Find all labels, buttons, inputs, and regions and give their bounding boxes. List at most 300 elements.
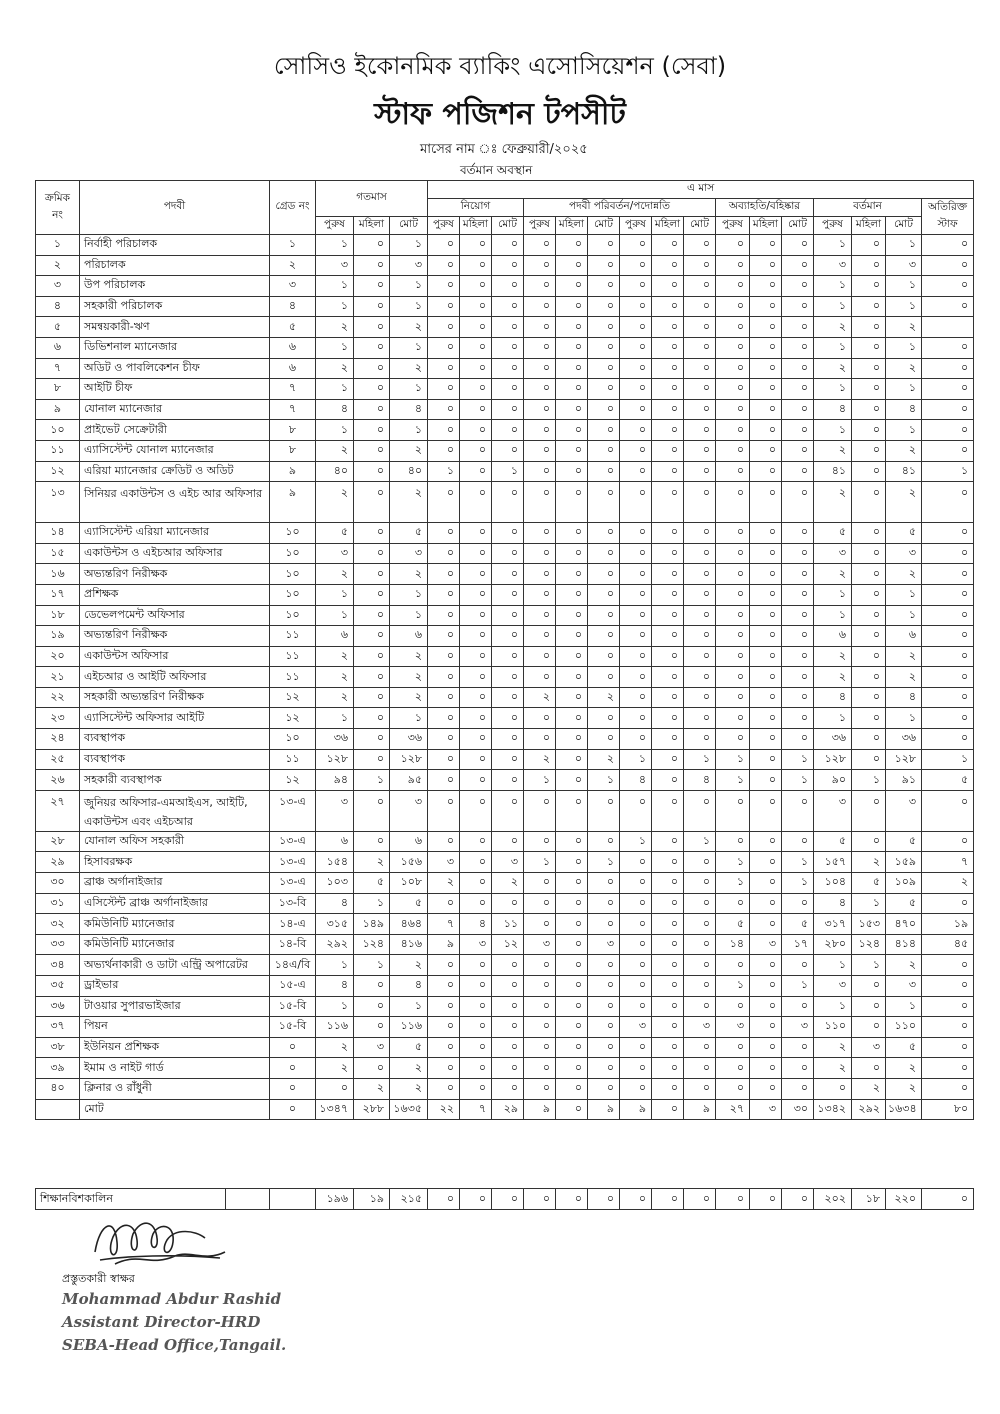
value-cell: ১ xyxy=(390,379,428,400)
value-cell: ১ xyxy=(852,893,886,914)
value-cell: ০ xyxy=(684,893,716,914)
value-cell: ০ xyxy=(428,729,460,750)
value-cell: ০ xyxy=(922,605,974,626)
designation-cell: এইচআর ও আইটি অফিসার xyxy=(80,667,270,688)
grade-cell: ১ xyxy=(270,235,316,256)
value-cell: ০ xyxy=(492,235,524,256)
value-cell: ০ xyxy=(428,605,460,626)
value-cell: ৪ xyxy=(886,687,922,708)
value-cell: ০ xyxy=(716,687,750,708)
value-cell: ০ xyxy=(556,852,588,873)
value-cell: ০ xyxy=(852,317,886,338)
value-cell: ০ xyxy=(684,235,716,256)
value-cell: ০ xyxy=(782,605,814,626)
value-cell: ০ xyxy=(852,1058,886,1079)
designation-cell: সহকারী পরিচালক xyxy=(80,296,270,317)
value-cell: ০ xyxy=(852,729,886,750)
value-cell: ০ xyxy=(750,893,782,914)
value-cell: ০ xyxy=(750,667,782,688)
serial-cell: ১৪ xyxy=(36,523,80,544)
serial-cell xyxy=(36,1099,80,1120)
value-cell: ১ xyxy=(782,873,814,894)
value-cell: ০ xyxy=(556,440,588,461)
value-cell: ০ xyxy=(428,749,460,770)
value-cell: ০ xyxy=(524,420,556,441)
value-cell: ০ xyxy=(460,708,492,729)
value-cell: ০ xyxy=(556,1037,588,1058)
value-cell: ১৯ xyxy=(922,914,974,935)
value-cell: ০ xyxy=(492,482,524,523)
value-cell: ০ xyxy=(922,729,974,750)
designation-cell: সহকারী অভ্যন্তরিণ নিরীক্ষক xyxy=(80,687,270,708)
value-cell: ০ xyxy=(684,934,716,955)
value-cell: ৪০ xyxy=(316,461,354,482)
value-cell: ০ xyxy=(652,1037,684,1058)
grade-cell: ৬ xyxy=(270,337,316,358)
subheader-total: মোট xyxy=(390,217,428,235)
value-cell: ৯ xyxy=(588,1099,620,1120)
grade-cell: ১৩-এ xyxy=(270,790,316,831)
value-cell: ০ xyxy=(620,873,652,894)
serial-cell: ২৩ xyxy=(36,708,80,729)
value-cell: ০ xyxy=(716,440,750,461)
staff-position-table xyxy=(35,180,974,1120)
value-cell: ২৮৮ xyxy=(354,1099,390,1120)
value-cell xyxy=(922,317,974,338)
table-row xyxy=(36,873,974,894)
value-cell: ০ xyxy=(684,543,716,564)
value-cell: ০ xyxy=(716,667,750,688)
value-cell: ০ xyxy=(588,337,620,358)
value-cell: ০ xyxy=(684,564,716,585)
value-cell: ০ xyxy=(524,667,556,688)
value-cell: ৬ xyxy=(316,626,354,647)
value-cell: ০ xyxy=(716,379,750,400)
value-cell: ০ xyxy=(354,1058,390,1079)
value-cell: ০ xyxy=(750,605,782,626)
value-cell: ০ xyxy=(782,1189,814,1210)
value-cell: ২ xyxy=(354,852,390,873)
value-cell: ২০২ xyxy=(814,1189,852,1210)
value-cell: ০ xyxy=(652,914,684,935)
value-cell: ০ xyxy=(750,440,782,461)
value-cell: ০ xyxy=(652,605,684,626)
serial-cell: ৭ xyxy=(36,358,80,379)
value-cell: ৩ xyxy=(460,934,492,955)
value-cell: ১২৮ xyxy=(814,749,852,770)
value-cell: ০ xyxy=(922,564,974,585)
value-cell: ৩ xyxy=(684,1017,716,1038)
value-cell: ০ xyxy=(354,1017,390,1038)
value-cell: ১ xyxy=(814,337,852,358)
value-cell: ৬ xyxy=(316,831,354,852)
designation-cell: মোট xyxy=(80,1099,270,1120)
value-cell: ০ xyxy=(428,893,460,914)
value-cell: ০ xyxy=(556,379,588,400)
value-cell: ০ xyxy=(524,379,556,400)
value-cell: ৫ xyxy=(814,523,852,544)
value-cell: ৪ xyxy=(814,893,852,914)
serial-cell: ৩২ xyxy=(36,914,80,935)
value-cell: ০ xyxy=(524,976,556,997)
value-cell: ০ xyxy=(620,976,652,997)
value-cell: ০ xyxy=(852,255,886,276)
value-cell: ০ xyxy=(684,996,716,1017)
grade-cell: ১০ xyxy=(270,523,316,544)
value-cell: ০ xyxy=(620,790,652,831)
value-cell: ০ xyxy=(556,1189,588,1210)
serial-cell: ৩৬ xyxy=(36,996,80,1017)
value-cell: ০ xyxy=(716,523,750,544)
value-cell: ০ xyxy=(556,1099,588,1120)
value-cell: ১ xyxy=(316,379,354,400)
value-cell: ০ xyxy=(684,399,716,420)
value-cell: ০ xyxy=(428,317,460,338)
subheader-total: মোট xyxy=(886,217,922,235)
value-cell: ৪ xyxy=(316,399,354,420)
value-cell: ০ xyxy=(852,646,886,667)
value-cell: ১১০ xyxy=(886,1017,922,1038)
value-cell: ৫ xyxy=(390,893,428,914)
value-cell: ০ xyxy=(652,296,684,317)
value-cell: ০ xyxy=(556,790,588,831)
value-cell: ০ xyxy=(460,420,492,441)
grade-cell: ৯ xyxy=(270,482,316,523)
value-cell: ০ xyxy=(782,646,814,667)
grade-cell: ৪ xyxy=(270,296,316,317)
value-cell: ০ xyxy=(588,358,620,379)
value-cell: ১ xyxy=(716,749,750,770)
value-cell: ৪ xyxy=(886,399,922,420)
value-cell: ০ xyxy=(782,255,814,276)
value-cell: ১ xyxy=(782,770,814,791)
value-cell: ০ xyxy=(492,646,524,667)
grade-header: গ্রেড নং xyxy=(270,181,316,235)
value-cell: ০ xyxy=(852,235,886,256)
value-cell: ০ xyxy=(588,523,620,544)
value-cell: ০ xyxy=(354,276,390,297)
value-cell: ০ xyxy=(556,461,588,482)
value-cell: ০ xyxy=(922,482,974,523)
designation-header: পদবী xyxy=(80,181,270,235)
value-cell: ০ xyxy=(428,235,460,256)
value-cell: ০ xyxy=(492,1078,524,1099)
value-cell: ০ xyxy=(814,1078,852,1099)
value-cell: ০ xyxy=(782,729,814,750)
value-cell: ০ xyxy=(852,996,886,1017)
table-row xyxy=(36,605,974,626)
designation-cell: এ্যাসিস্টেন্ট এরিয়া ম্যানেজার xyxy=(80,523,270,544)
serial-cell: ২১ xyxy=(36,667,80,688)
value-cell: ৪৫ xyxy=(922,934,974,955)
value-cell: ১৮ xyxy=(852,1189,886,1210)
value-cell: ০ xyxy=(492,729,524,750)
value-cell: ০ xyxy=(460,1189,492,1210)
value-cell: ২১৫ xyxy=(390,1189,428,1210)
value-cell: ২ xyxy=(390,440,428,461)
value-cell: ১২৮ xyxy=(390,749,428,770)
subheader-female: মহিলা xyxy=(460,217,492,235)
serial-cell: ৪০ xyxy=(36,1078,80,1099)
designation-cell: এ্যাসিস্টেন্ট অফিসার আইটি xyxy=(80,708,270,729)
value-cell: ২ xyxy=(316,646,354,667)
value-cell: ১ xyxy=(814,584,852,605)
value-cell: ০ xyxy=(782,420,814,441)
value-cell: ০ xyxy=(460,996,492,1017)
value-cell: ০ xyxy=(716,584,750,605)
value-cell: ০ xyxy=(716,729,750,750)
value-cell: ২ xyxy=(886,482,922,523)
value-cell: ০ xyxy=(354,235,390,256)
value-cell: ০ xyxy=(922,667,974,688)
value-cell: ০ xyxy=(922,440,974,461)
value-cell: ০ xyxy=(588,790,620,831)
value-cell: ০ xyxy=(922,1078,974,1099)
table-row xyxy=(36,399,974,420)
value-cell: ১ xyxy=(390,296,428,317)
value-cell: ০ xyxy=(782,1058,814,1079)
value-cell: ০ xyxy=(428,379,460,400)
table-row xyxy=(36,976,974,997)
value-cell: ১ xyxy=(814,420,852,441)
subheader-total: মোট xyxy=(492,217,524,235)
value-cell: ০ xyxy=(354,708,390,729)
value-cell: ০ xyxy=(556,543,588,564)
value-cell: ৩ xyxy=(886,255,922,276)
value-cell: ১১৬ xyxy=(390,1017,428,1038)
value-cell: ১৪ xyxy=(716,934,750,955)
value-cell: ০ xyxy=(750,296,782,317)
value-cell: ০ xyxy=(460,440,492,461)
table-row xyxy=(36,996,974,1017)
value-cell: ০ xyxy=(852,523,886,544)
value-cell: ৪ xyxy=(390,976,428,997)
value-cell: ০ xyxy=(524,584,556,605)
value-cell: ১ xyxy=(886,337,922,358)
value-cell: ০ xyxy=(620,914,652,935)
value-cell: ০ xyxy=(716,626,750,647)
value-cell: ০ xyxy=(750,873,782,894)
serial-cell: ৩৭ xyxy=(36,1017,80,1038)
value-cell: ৩০ xyxy=(782,1099,814,1120)
value-cell: ০ xyxy=(524,1189,556,1210)
value-cell: ০ xyxy=(852,605,886,626)
value-cell: ০ xyxy=(428,358,460,379)
current-header: বর্তমান xyxy=(814,199,922,217)
value-cell: ০ xyxy=(556,235,588,256)
value-cell: ০ xyxy=(716,1189,750,1210)
subheader-male: পুরুষ xyxy=(814,217,852,235)
value-cell: ৩ xyxy=(750,934,782,955)
value-cell: ০ xyxy=(588,646,620,667)
value-cell: ০ xyxy=(354,523,390,544)
value-cell: ০ xyxy=(524,1037,556,1058)
value-cell: ০ xyxy=(524,893,556,914)
grade-cell: ১২ xyxy=(270,770,316,791)
designation-cell: ইউনিয়ন প্রশিক্ষক xyxy=(80,1037,270,1058)
value-cell: ০ xyxy=(684,358,716,379)
value-cell: ০ xyxy=(922,379,974,400)
table-row xyxy=(36,461,974,482)
value-cell: ০ xyxy=(782,379,814,400)
blank-cell xyxy=(270,1189,316,1210)
value-cell: ০ xyxy=(684,1189,716,1210)
grade-cell: ৮ xyxy=(270,420,316,441)
value-cell: ০ xyxy=(750,420,782,441)
value-cell: ০ xyxy=(524,708,556,729)
value-cell: ২ xyxy=(814,1058,852,1079)
value-cell: ০ xyxy=(684,440,716,461)
value-cell: ০ xyxy=(556,317,588,338)
value-cell: ৪ xyxy=(814,687,852,708)
value-cell: ০ xyxy=(428,276,460,297)
value-cell: ০ xyxy=(620,379,652,400)
value-cell: ১ xyxy=(886,296,922,317)
value-cell: ০ xyxy=(652,543,684,564)
value-cell: ১৬৩৪ xyxy=(886,1099,922,1120)
value-cell: ৩ xyxy=(316,790,354,831)
table-row xyxy=(36,770,974,791)
value-cell: ২ xyxy=(524,749,556,770)
value-cell: ০ xyxy=(852,296,886,317)
value-cell: ০ xyxy=(460,276,492,297)
value-cell: ০ xyxy=(492,564,524,585)
value-cell: ০ xyxy=(460,564,492,585)
value-cell: ০ xyxy=(354,358,390,379)
value-cell: ০ xyxy=(460,852,492,873)
value-cell: ০ xyxy=(620,626,652,647)
value-cell: ০ xyxy=(460,1037,492,1058)
value-cell: ২ xyxy=(524,687,556,708)
value-cell: ৩ xyxy=(814,976,852,997)
value-cell: ০ xyxy=(652,379,684,400)
promotion-header: পদবী পরিবর্তন/পদোন্নতি xyxy=(524,199,716,217)
value-cell: ০ xyxy=(588,1189,620,1210)
value-cell: ০ xyxy=(556,1078,588,1099)
value-cell: ০ xyxy=(460,770,492,791)
value-cell: ০ xyxy=(684,584,716,605)
value-cell: ১ xyxy=(390,420,428,441)
trainee-label: শিক্ষানবিশকালিন xyxy=(36,1189,226,1210)
value-cell: ০ xyxy=(556,584,588,605)
designation-cell: যোনাল ম্যানেজার xyxy=(80,399,270,420)
value-cell: ০ xyxy=(620,893,652,914)
subheader-female: মহিলা xyxy=(556,217,588,235)
serial-cell: ৩৮ xyxy=(36,1037,80,1058)
serial-cell: ২২ xyxy=(36,687,80,708)
value-cell: ০ xyxy=(684,1078,716,1099)
value-cell: ৩ xyxy=(428,852,460,873)
serial-cell: ২০ xyxy=(36,646,80,667)
value-cell: ০ xyxy=(652,831,684,852)
value-cell: ০ xyxy=(652,852,684,873)
designation-cell: ব্যবস্থাপক xyxy=(80,749,270,770)
value-cell: ০ xyxy=(782,564,814,585)
value-cell: ০ xyxy=(782,996,814,1017)
value-cell: ০ xyxy=(620,235,652,256)
value-cell: ০ xyxy=(354,440,390,461)
serial-cell: ৩৯ xyxy=(36,1058,80,1079)
value-cell: ০ xyxy=(428,1189,460,1210)
value-cell: ১০৩ xyxy=(316,873,354,894)
value-cell: ০ xyxy=(716,337,750,358)
value-cell: ০ xyxy=(716,893,750,914)
value-cell: ১৫৭ xyxy=(814,852,852,873)
table-row xyxy=(36,934,974,955)
value-cell: ০ xyxy=(684,1037,716,1058)
value-cell: ০ xyxy=(684,482,716,523)
designation-cell: অভ্যন্তরিণ নিরীক্ষক xyxy=(80,626,270,647)
value-cell: ০ xyxy=(782,893,814,914)
value-cell: ১ xyxy=(716,976,750,997)
serial-cell: ২ xyxy=(36,255,80,276)
value-cell: ৩ xyxy=(524,934,556,955)
value-cell: ০ xyxy=(492,399,524,420)
designation-cell: পরিচালক xyxy=(80,255,270,276)
table-row xyxy=(36,1017,974,1038)
value-cell: ০ xyxy=(556,955,588,976)
value-cell: ১ xyxy=(316,337,354,358)
value-cell: ৪ xyxy=(460,914,492,935)
value-cell: ২৮০ xyxy=(814,934,852,955)
value-cell: ০ xyxy=(716,461,750,482)
value-cell: ০ xyxy=(716,1037,750,1058)
value-cell: ০ xyxy=(852,749,886,770)
value-cell: ০ xyxy=(750,1078,782,1099)
designation-cell: অভ্যর্থনাকারী ও ডাটা এন্ট্রি অপারেটর xyxy=(80,955,270,976)
value-cell: ০ xyxy=(492,687,524,708)
value-cell: ০ xyxy=(354,337,390,358)
grade-cell: ০ xyxy=(270,1078,316,1099)
value-cell: ০ xyxy=(524,955,556,976)
value-cell: ৪ xyxy=(684,770,716,791)
value-cell: ১ xyxy=(886,996,922,1017)
value-cell: ০ xyxy=(460,976,492,997)
value-cell: ০ xyxy=(492,996,524,1017)
value-cell: ০ xyxy=(922,337,974,358)
designation-cell: ডেভেলপমেন্ট অফিসার xyxy=(80,605,270,626)
value-cell: ০ xyxy=(652,708,684,729)
value-cell: ০ xyxy=(750,749,782,770)
value-cell: ০ xyxy=(652,564,684,585)
value-cell: ০ xyxy=(716,1058,750,1079)
value-cell: ০ xyxy=(852,379,886,400)
value-cell: ০ xyxy=(716,790,750,831)
value-cell: ১ xyxy=(886,420,922,441)
value-cell: ০ xyxy=(852,337,886,358)
value-cell: ০ xyxy=(922,255,974,276)
value-cell: ০ xyxy=(460,235,492,256)
value-cell: ০ xyxy=(620,646,652,667)
table-row xyxy=(36,1078,974,1099)
value-cell: ০ xyxy=(428,399,460,420)
current-status-label: বর্তমান অবস্থান xyxy=(460,163,533,177)
value-cell: ৩৬ xyxy=(814,729,852,750)
value-cell: ০ xyxy=(652,646,684,667)
value-cell: ০ xyxy=(922,893,974,914)
value-cell: ০ xyxy=(428,976,460,997)
value-cell: ১৫৩ xyxy=(852,914,886,935)
table-row xyxy=(36,379,974,400)
value-cell: ০ xyxy=(492,317,524,338)
value-cell: ০ xyxy=(652,461,684,482)
value-cell: ২২০ xyxy=(886,1189,922,1210)
value-cell: ০ xyxy=(852,358,886,379)
value-cell: ০ xyxy=(620,523,652,544)
value-cell: ০ xyxy=(620,667,652,688)
value-cell: ২ xyxy=(852,1078,886,1099)
value-cell: ৫ xyxy=(852,873,886,894)
